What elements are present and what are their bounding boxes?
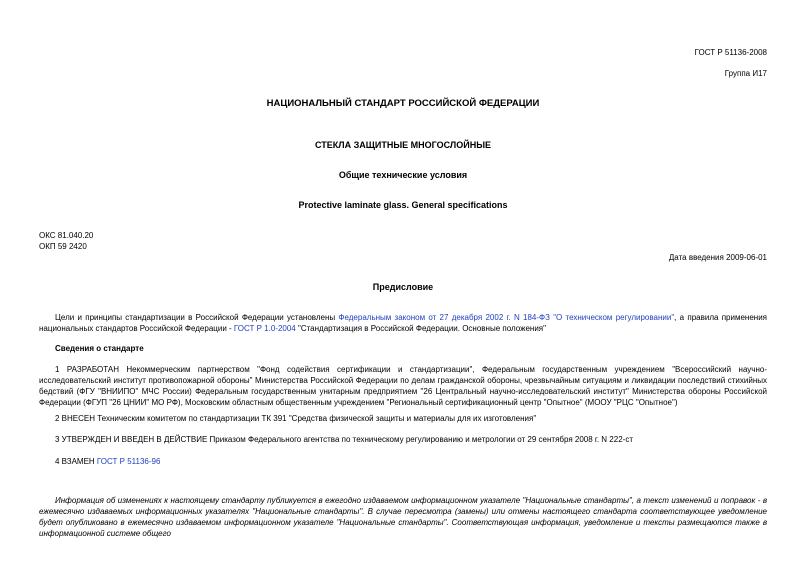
federal-law-link[interactable]: Федеральным законом от 27 декабря 2002 г. N 184-ФЗ "О техническом регулировании"	[338, 313, 675, 322]
document-subtitle: Общие технические условия	[338, 170, 468, 180]
oks-code: ОКС 81.040.20	[39, 231, 94, 240]
foreword-heading: Предисловие	[372, 282, 434, 292]
gost-51136-96-link[interactable]: ГОСТ Р 51136-96	[96, 457, 161, 466]
national-standard-title: НАЦИОНАЛЬНЫЙ СТАНДАРТ РОССИЙСКОЙ ФЕДЕРАЦИИ	[266, 98, 540, 109]
item-replaces	[39, 456, 767, 467]
standard-code: ГОСТ Р 51136-2008	[694, 48, 767, 57]
item-developed: 1 РАЗРАБОТАН Некоммерческим партнерством "Фонд содействия сертификации и стандартизации", Федеральным государственным учреждением "Всероссийский научно-исследовательский институт противопожарной обороны" Министерства Российской Федерации по делам гражданской обороны, чрезвычайным ситуациям и ликвидации последствий стихийных бедствий (ФГУ "ВНИИПО" МЧС России) Федеральным государственным унитарным предприятием "26 Центральный научно-исследовательский институт" Министерства обороны Российской Федерации (ФГУП "26 ЦНИИ" МО РФ), Московским областным общественным учреждением "Региональный сертификационный центр "Опытное" (МООУ "РЦС "Опытное")	[39, 365, 767, 407]
group-code: Группа И17	[724, 69, 767, 78]
foreword-text-start: Цели и принципы стандартизации в Российской Федерации установлены	[55, 313, 339, 322]
foreword-text-mid: , а правила применения национальных стандартов Российской Федерации -	[39, 313, 767, 333]
foreword-paragraph	[39, 312, 767, 334]
item-replaces-text: 4 ВЗАМЕН	[55, 457, 97, 466]
english-title: Protective laminate glass. General specifications	[298, 200, 508, 210]
foreword-text-end: "Стандартизация в Российской Федерации. Основные положения"	[295, 324, 546, 333]
document-title: СТЕКЛА ЗАЩИТНЫЕ МНОГОСЛОЙНЫЕ	[314, 140, 492, 150]
standard-info-heading: Сведения о стандарте	[55, 344, 144, 353]
item-approved: 3 УТВЕРЖДЕН И ВВЕДЕН В ДЕЙСТВИЕ Приказом Федерального агентства по техническому регулированию и метрологии от 29 сентября 2008 г. N 222-ст	[55, 435, 633, 444]
item-submitted: 2 ВНЕСЕН Техническим комитетом по стандартизации ТК 391 "Средства физической защиты и материалы для их изготовления"	[55, 414, 537, 423]
okp-code: ОКП 59 2420	[39, 242, 87, 251]
gost-1-0-2004-link[interactable]: ГОСТ Р 1.0-2004	[233, 324, 296, 333]
changes-info-paragraph: Информация об изменениях к настоящему стандарту публикуется в ежегодно издаваемом информационном указателе "Национальные стандарты", а текст изменений и поправок - в ежемесячно издаваемых информационных указателях "Национальные стандарты". В случае пересмотра (замены) или отмены настоящего стандарта соответствующее уведомление будет опубликовано в ежемесячно издаваемом информационном указателе "Национальные стандарты". Соответствующая информация, уведомление и тексты размещаются также в информационной системе общего	[39, 496, 767, 538]
introduction-date: Дата введения 2009-06-01	[668, 253, 767, 262]
